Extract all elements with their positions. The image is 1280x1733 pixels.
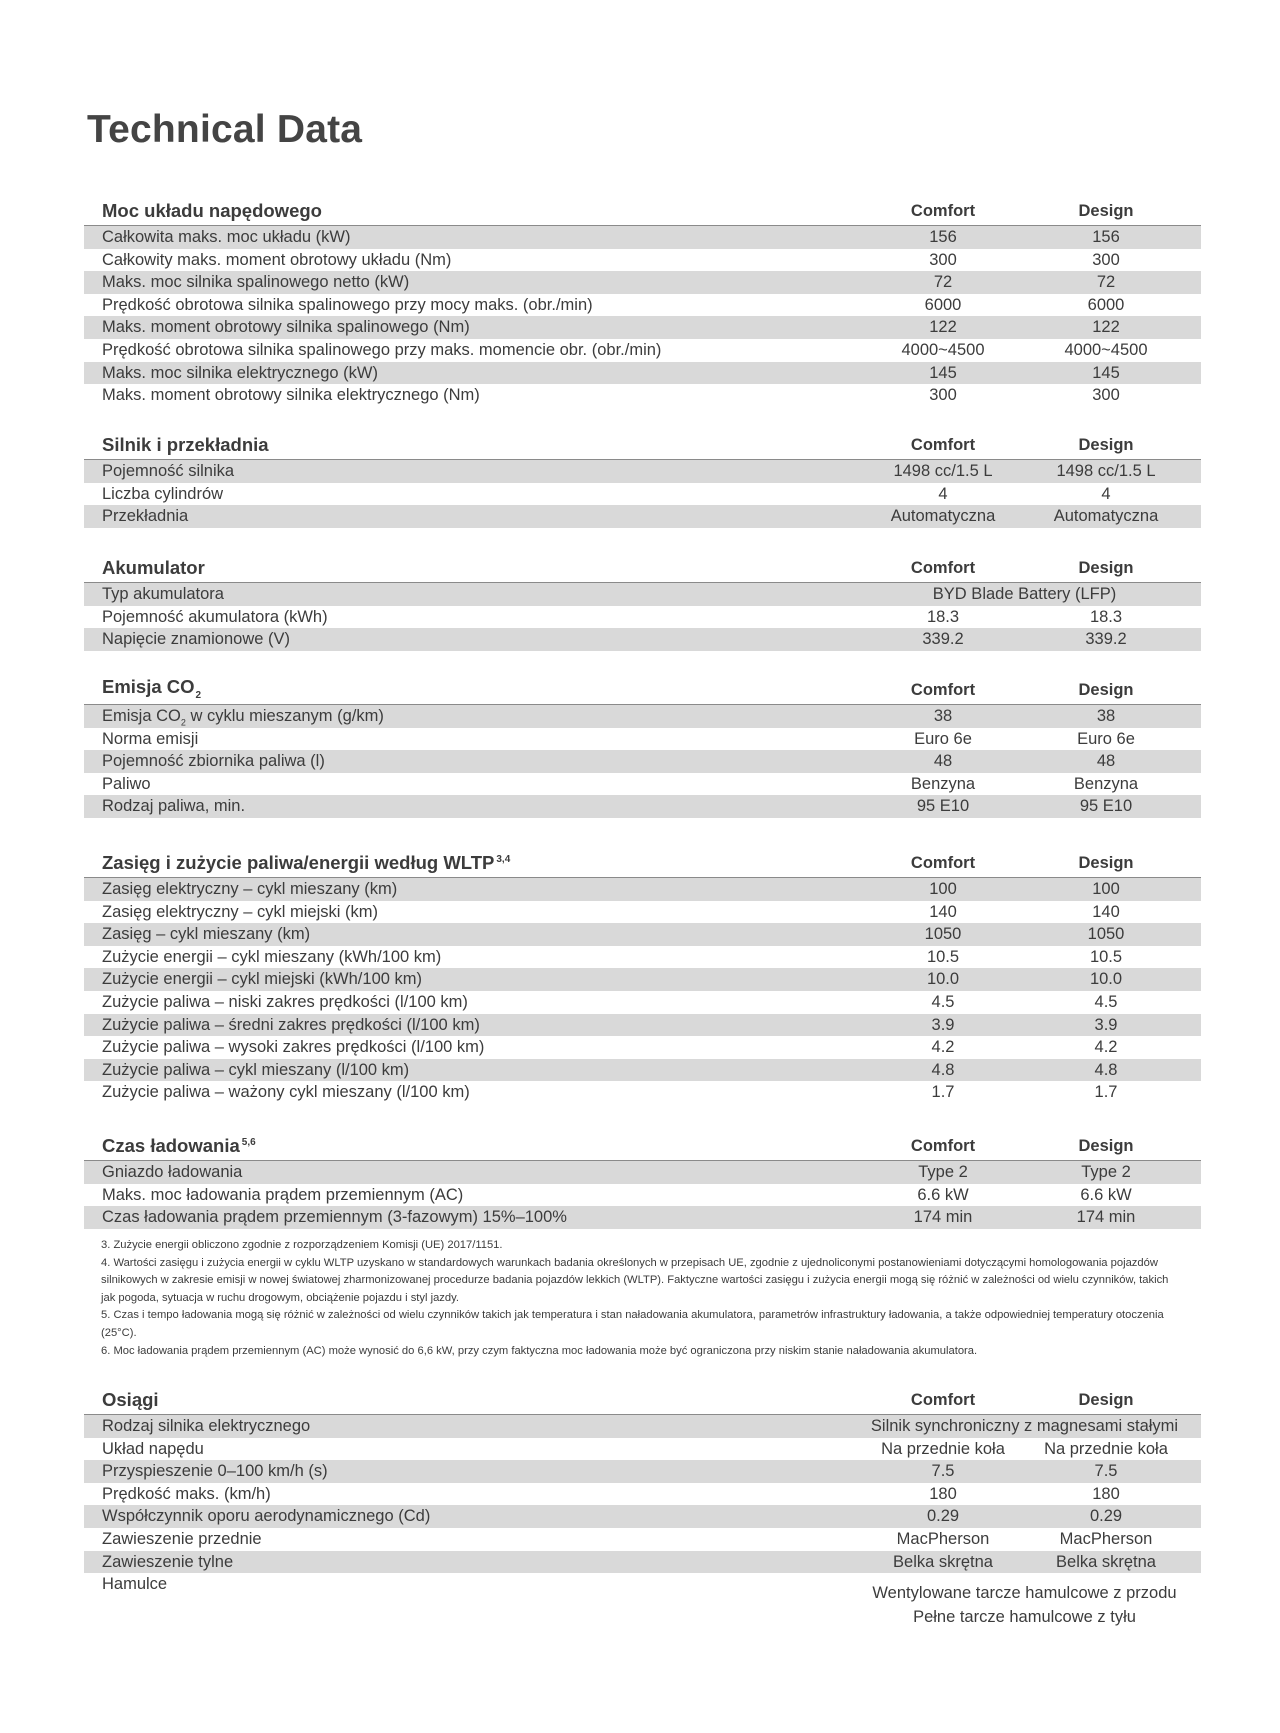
row-label [102,1186,463,1205]
row-value-design: 1050 [1087,925,1125,944]
row-value-comfort: 140 [929,902,957,921]
section-title-text: Moc układu napędowego [102,200,322,221]
section-header [84,195,1201,226]
row-value-design: 1.7 [1094,1083,1118,1102]
row-value-design: 156 [1092,228,1120,246]
footnote-4: 4. Wartości zasięgu i zużycia energii w cyklu WLTP uzyskano w standardowych warunkach badania określonych w przepisach UE, zgodnie z ujednoliconymi postanowieniami dotyczącymi homologowania pojazdów silnikowych w zakresie emisji w nowej światowej zharmonizowanej procedurze badania pojazdów lekkich (WLTP). Faktyczne wartości zasięgu i zużycia energii mogą się różnić w zależności od wielu czynników, takich jak pogoda, sytuacja w ruchu drogowym, obciążenie pojazdu i styl jazdy. [101,1256,1169,1304]
row-value-comfort: 6.6 kW [917,1185,969,1204]
row-value-design: 1498 cc/1.5 L [1056,462,1156,480]
row-label-text: Zasięg elektryczny – cykl mieszany (km) [102,880,398,898]
row-label-text: Zużycie energii – cykl miejski (kWh/100 km) [102,970,422,989]
row-label-text: Zużycie paliwa – cykl mieszany (l/100 km) [102,1060,410,1079]
row-value-design: 4.5 [1094,992,1118,1011]
row-value-design: 7.5 [1094,1462,1118,1481]
row-label [102,948,441,967]
row-label-text: Czas ładowania prądem przemiennym (3-fazowym) 15%–100% [102,1208,567,1227]
table-row [84,705,1201,728]
row-label-text: Układ napędu [102,1439,204,1458]
row-value-design: 140 [1092,902,1120,921]
row-label-text: Zawieszenie przednie [102,1529,262,1548]
row-value-comfort: 3.9 [931,1015,955,1034]
page-title: Technical Data [87,108,363,151]
row-label-text: Przyspieszenie 0–100 km/h (s) [102,1462,328,1481]
section-title [102,434,269,456]
row-label [102,730,198,749]
row-label [102,775,151,794]
row-label-text: Zużycie energii – cykl mieszany (kWh/100 km) [102,947,442,966]
row-label-text: Gniazdo ładowania [102,1163,243,1181]
section-czas [84,1130,1201,1229]
row-label [102,1440,204,1459]
row-label-text: Emisja CO [102,707,181,725]
row-value-comfort: MacPherson [896,1529,990,1548]
section-title-text: Czas ładowania [102,1135,240,1156]
row-label [102,1553,233,1572]
table-row [84,483,1201,506]
row-label-text: Prędkość obrotowa silnika spalinowego przy mocy maks. (obr./min) [102,295,593,314]
column-header-design: Design [1078,681,1134,699]
column-header-design: Design [1078,1137,1134,1155]
table-row [84,1551,1201,1574]
table-row [84,1036,1201,1059]
row-label [102,364,378,383]
row-label [102,752,325,771]
row-value-design: 4000~4500 [1064,340,1148,359]
table-row [84,795,1201,818]
row-label [102,585,224,604]
row-label [102,386,480,405]
row-value-design: 300 [1092,250,1120,269]
row-label [102,251,451,270]
row-label-text: Współczynnik oporu aerodynamicznego (Cd) [102,1507,431,1526]
row-value-shared [863,1581,1186,1629]
row-label-text: Zużycie paliwa – wysoki zakres prędkości (l/100 km) [102,1038,485,1057]
row-label-text: Prędkość maks. (km/h) [102,1484,271,1503]
row-label [102,296,593,315]
row-value-comfort: 10.5 [926,947,960,966]
table-row [84,750,1201,773]
row-label-subscript: 2 [180,717,186,728]
row-value-comfort: 4.8 [931,1060,955,1079]
footnotes [101,1237,1181,1360]
row-label [102,1083,470,1102]
section-title-text: Osiągi [102,1389,159,1410]
table-row [84,878,1201,901]
column-header-design: Design [1078,436,1134,454]
row-label-text: Całkowita maks. moc układu (kW) [102,228,351,246]
row-value-comfort: 300 [929,250,957,269]
column-header-comfort: Comfort [910,1391,976,1409]
column-header-comfort: Comfort [910,854,976,872]
row-label [102,1163,242,1182]
row-label [102,1485,271,1504]
row-label-text: Liczba cylindrów [102,484,224,503]
row-value-design: 4 [1101,484,1111,503]
section-akumulator [84,552,1201,651]
row-value-design: Euro 6e [1077,729,1135,748]
row-label-text: Zużycie paliwa – średni zakres prędkości (l/100 km) [102,1015,480,1034]
row-label-text: Maks. moment obrotowy silnika elektrycznego (Nm) [102,386,480,405]
row-value-design: 4.8 [1094,1060,1118,1079]
row-label-text: Całkowity maks. moment obrotowy układu (Nm) [102,250,452,269]
row-value-comfort: 6000 [924,295,962,314]
table-row [84,923,1201,946]
row-label [102,880,397,899]
row-label [102,462,234,481]
column-header-comfort: Comfort [910,1137,976,1155]
table-row [84,339,1201,362]
row-value-comfort: 95 E10 [916,797,970,816]
row-label [102,797,245,816]
row-label [102,630,290,649]
row-value-comfort: 1050 [924,925,962,944]
section-title-superscript: 5,6 [241,1136,256,1148]
row-value-design: 339.2 [1085,630,1127,649]
row-label [102,1208,567,1227]
section-osiagi [84,1384,1201,1627]
row-value-comfort: 100 [929,880,957,898]
footnote-5: 5. Czas i tempo ładowania mogą się różnić w zależności od wielu czynników takich jak temperatura i stan naładowania akumulatora, parametrów infrastruktury ładowania, a także odpowiedniej temperatury otoczenia (25°C). [101,1309,1164,1339]
footnote-3: 3. Zużycie energii obliczono zgodnie z rozporządzeniem Komisji (UE) 2017/1151. [101,1239,503,1251]
row-value-design: 6.6 kW [1080,1185,1132,1204]
column-header-comfort: Comfort [910,436,976,454]
footnote-6: 6. Moc ładowania prądem przemiennym (AC) może wynosić do 6,6 kW, przy czym faktyczna moc ładowania może być ograniczona przy niskim stanie naładowania akumulatora. [101,1344,978,1357]
table-row [84,1014,1201,1037]
column-header-design: Design [1078,559,1134,577]
table-row [84,728,1201,751]
row-label [102,707,384,727]
row-label [102,1016,480,1035]
row-label-text: Maks. moc silnika spalinowego netto (kW) [102,273,410,292]
row-label [102,1530,262,1549]
row-value-comfort: 4000~4500 [901,340,985,359]
section-title [102,852,510,874]
row-value-design: 174 min [1076,1208,1136,1227]
row-value-comfort: 4.2 [931,1038,955,1057]
row-value-design: 145 [1092,363,1120,382]
row-label-text: Zasięg – cykl mieszany (km) [102,925,311,944]
table-row [84,362,1201,385]
row-label-text: Zasięg elektryczny – cykl miejski (km) [102,902,378,921]
row-label-text: Zawieszenie tylne [102,1552,234,1571]
column-header-design: Design [1078,1391,1134,1409]
column-header-design: Design [1078,202,1134,220]
row-label [102,485,223,504]
row-label [102,228,350,247]
row-value-design: 3.9 [1094,1015,1118,1034]
row-value-design: 180 [1092,1484,1120,1503]
table-row [84,606,1201,629]
row-label-text: Paliwo [102,774,151,793]
row-value-comfort: 156 [929,228,957,246]
row-label-text: Norma emisji [102,729,199,748]
row-label [102,1038,484,1057]
table-row [84,991,1201,1014]
table-row [84,1161,1201,1184]
table-row [84,1415,1201,1438]
section-title [102,200,322,222]
column-header-comfort: Comfort [910,559,976,577]
table-row [84,1438,1201,1461]
row-value-comfort: 0.29 [926,1507,960,1526]
section-title-superscript: 3,4 [496,853,511,865]
row-value-comfort: Benzyna [910,774,976,793]
table-row [84,384,1201,407]
table-row [84,294,1201,317]
row-value-comfort: 38 [933,707,953,725]
table-row [84,968,1201,991]
row-value-comfort: 145 [929,363,957,382]
row-value-comfort: 4.5 [931,992,955,1011]
row-value-design: 100 [1092,880,1120,898]
row-label [102,273,409,292]
row-value-design: Type 2 [1081,1163,1131,1181]
row-label-text: Prędkość obrotowa silnika spalinowego przy maks. momencie obr. (obr./min) [102,340,662,359]
row-value-line: Pełne tarcze hamulcowe z tyłu [913,1608,1136,1627]
section-title-text: Akumulator [102,557,205,578]
row-value-comfort: Automatyczna [890,507,996,526]
row-value-comfort: 72 [933,273,953,292]
row-value-design: 6000 [1087,295,1125,314]
row-label [102,1462,328,1481]
table-row [84,1184,1201,1207]
row-label-text: Rodzaj silnika elektrycznego [102,1417,311,1435]
row-value-comfort: 10.0 [926,970,960,989]
row-value-comfort: 7.5 [931,1462,955,1481]
table-row [84,946,1201,969]
row-value-comfort: 339.2 [922,630,964,649]
row-value-comfort: 300 [929,386,957,405]
section-header [84,1384,1201,1415]
row-label [102,970,422,989]
table-row [84,1460,1201,1483]
row-label-text: Pojemność silnika [102,462,235,480]
row-label-rest: w cyklu mieszanym (g/km) [185,707,384,725]
row-value-design: MacPherson [1059,1529,1153,1548]
table-row [84,271,1201,294]
table-row [84,460,1201,483]
row-value-shared: BYD Blade Battery (LFP) [932,585,1117,603]
row-value-comfort: Na przednie koła [881,1439,1005,1458]
row-value-design: 0.29 [1089,1507,1123,1526]
section-header [84,847,1201,878]
table-row [84,226,1201,249]
table-row [84,1505,1201,1528]
row-label [102,1575,167,1594]
section-title [102,557,205,579]
section-header [84,1130,1201,1161]
table-row [84,628,1201,651]
section-emisja [84,674,1201,818]
table-row [84,1059,1201,1082]
row-label-text: Zużycie paliwa – niski zakres prędkości (l/100 km) [102,992,468,1011]
row-value-comfort: Type 2 [918,1163,968,1181]
section-header [84,429,1201,460]
section-title-text: Emisja CO [102,676,195,698]
row-value-comfort: Euro 6e [914,729,972,748]
row-label-text: Typ akumulatora [102,585,224,603]
row-value-design: Na przednie koła [1044,1439,1168,1458]
row-value-comfort: 122 [929,318,957,337]
table-row [84,1573,1201,1627]
row-label-text: Maks. moc ładowania prądem przemiennym (AC) [102,1185,464,1204]
section-title-subscript: 2 [195,690,202,701]
row-value-design: 122 [1092,318,1120,337]
row-value-comfort: 1.7 [931,1083,955,1102]
row-value-design: 95 E10 [1079,797,1133,816]
row-label-text: Pojemność zbiornika paliwa (l) [102,752,325,771]
row-label-text: Pojemność akumulatora (kWh) [102,607,328,626]
row-value-comfort: 174 min [913,1208,973,1227]
section-moc [84,195,1201,407]
row-value-design: 4.2 [1094,1038,1118,1057]
row-value-comfort: 18.3 [926,607,960,626]
row-value-comfort: Belka skrętna [893,1552,993,1571]
column-header-comfort: Comfort [910,681,976,699]
section-header [84,552,1201,583]
section-title-text: Zasięg i zużycie paliwa/energii według WLTP [102,852,495,873]
section-title [102,1389,159,1411]
table-row [84,583,1201,606]
row-value-design: 300 [1092,386,1120,405]
section-title-text: Silnik i przekładnia [102,434,269,455]
row-label-text: Maks. moment obrotowy silnika spalinowego (Nm) [102,318,470,337]
row-value-design: 18.3 [1089,607,1123,626]
table-row [84,1206,1201,1229]
section-title [102,676,201,701]
row-label-text: Zużycie paliwa – ważony cykl mieszany (l/100 km) [102,1083,470,1102]
row-value-design: 72 [1096,273,1116,292]
section-title [102,1135,256,1157]
row-label [102,1417,310,1436]
row-value-comfort: 1498 cc/1.5 L [893,462,993,480]
row-label-text: Przekładnia [102,507,189,526]
row-value-shared: Silnik synchroniczny z magnesami stałymi [870,1417,1179,1435]
section-header [84,674,1201,705]
row-value-design: Belka skrętna [1056,1552,1156,1571]
row-label [102,1061,409,1080]
row-label [102,507,188,526]
row-value-design: 48 [1096,752,1116,771]
row-label [102,925,310,944]
table-row [84,249,1201,272]
row-label [102,993,468,1012]
column-header-comfort: Comfort [910,202,976,220]
row-value-comfort: 4 [938,484,948,503]
table-row [84,773,1201,796]
section-silnik [84,429,1201,528]
section-zasieg [84,847,1201,1104]
table-row [84,901,1201,924]
table-row [84,316,1201,339]
row-label-text: Maks. moc silnika elektrycznego (kW) [102,363,378,382]
row-label-text: Rodzaj paliwa, min. [102,797,246,816]
table-row [84,1528,1201,1551]
row-value-design: 38 [1096,707,1116,725]
row-value-design: Automatyczna [1053,507,1159,526]
row-label [102,1507,430,1526]
row-label [102,903,378,922]
column-header-design: Design [1078,854,1134,872]
row-value-design: 10.0 [1089,970,1123,989]
row-value-design: 10.5 [1089,947,1123,966]
row-label-text: Hamulce [102,1575,168,1594]
row-value-design: Benzyna [1073,774,1139,793]
row-value-comfort: 48 [933,752,953,771]
table-row [84,505,1201,528]
row-label-text: Napięcie znamionowe (V) [102,630,291,649]
row-label [102,318,470,337]
row-value-line: Wentylowane tarcze hamulcowe z przodu [872,1584,1177,1603]
table-row [84,1081,1201,1104]
row-label [102,608,328,627]
row-label [102,341,661,360]
table-row [84,1483,1201,1506]
row-value-comfort: 180 [929,1484,957,1503]
